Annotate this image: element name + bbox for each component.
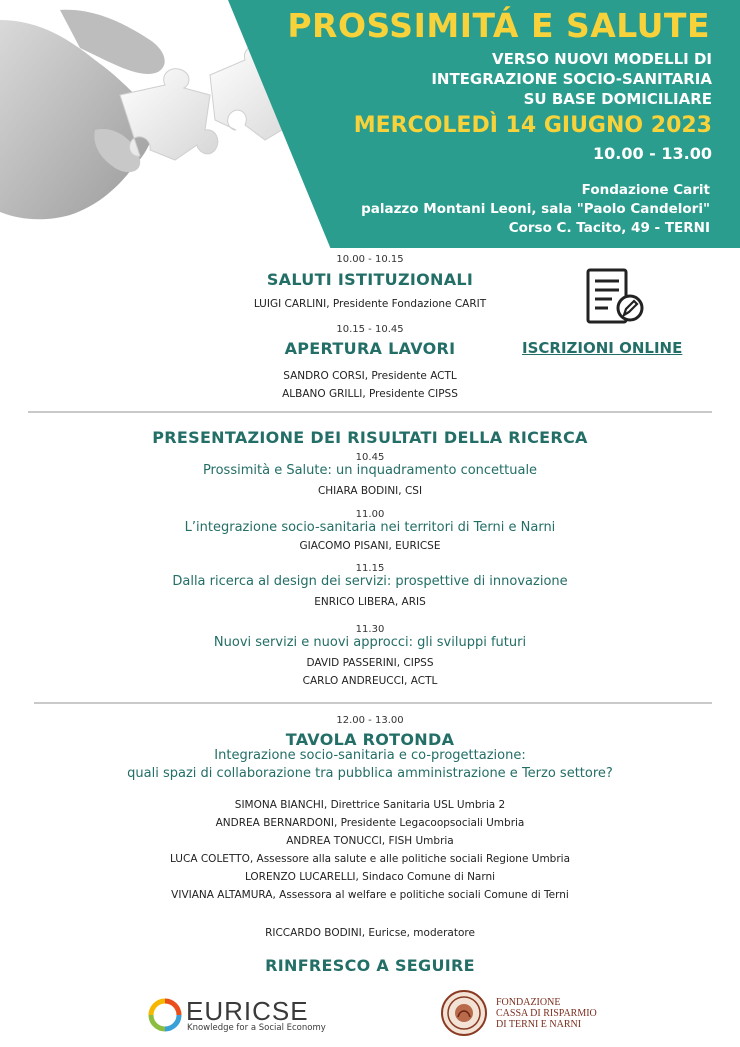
speaker-corsi: SANDRO CORSI, Presidente ACTL <box>283 370 457 382</box>
speaker-andreucci: CARLO ANDREUCCI, ACTL <box>302 675 438 687</box>
section-tavola-rotonda: TAVOLA ROTONDA <box>285 730 455 749</box>
roundtable-time: 12.00 - 13.00 <box>336 715 404 726</box>
speaker-bernardoni: ANDREA BERNARDONI, Presidente Legacoopsociali Umbria <box>215 817 525 829</box>
closing-refreshment: RINFRESCO A SEGUIRE <box>265 956 475 975</box>
fondazione-carit-logo <box>440 989 620 1039</box>
event-subtitle-line-1: VERSO NUOVI MODELLI DI <box>491 50 712 68</box>
euricse-wordmark: EURICSE <box>186 996 309 1026</box>
speaker-pisani: GIACOMO PISANI, EURICSE <box>299 540 441 552</box>
document-edit-icon[interactable] <box>582 266 648 328</box>
section-research-results: PRESENTAZIONE DEI RISULTATI DELLA RICERCA <box>152 428 588 447</box>
venue-address: Corso C. Tacito, 49 - TERNI <box>508 220 710 236</box>
speaker-carlini: LUIGI CARLINI, Presidente Fondazione CARIT <box>253 298 487 310</box>
roundtable-subtitle-line-1: Integrazione socio-sanitaria e co-progettazione: <box>214 748 526 763</box>
speaker-bianchi: SIMONA BIANCHI, Direttrice Sanitaria USL Umbria 2 <box>234 799 506 811</box>
euricse-tagline: Knowledge for a Social Economy <box>187 1023 326 1033</box>
euricse-logo <box>148 996 328 1036</box>
carit-name <box>496 997 597 1030</box>
talk-title-4: Nuovi servizi e nuovi approcci: gli sviluppi futuri <box>213 635 527 650</box>
talk-title-3: Dalla ricerca al design dei servizi: prospettive di innovazione <box>172 574 568 589</box>
event-date: MERCOLEDÌ 14 GIUGNO 2023 <box>353 113 712 138</box>
speaker-grilli: ALBANO GRILLI, Presidente CIPSS <box>282 388 458 400</box>
section-saluti-istituzionali: SALUTI ISTITUZIONALI <box>266 270 474 289</box>
moderator: RICCARDO BODINI, Euricse, moderatore <box>265 927 475 939</box>
event-subtitle-line-3: SU BASE DOMICILIARE <box>523 90 712 108</box>
event-time: 10.00 - 13.00 <box>593 144 712 163</box>
talk-time-2: 11.00 <box>355 509 385 520</box>
talk-time-1: 10.45 <box>355 452 385 463</box>
speaker-tonucci: ANDREA TONUCCI, FISH Umbria <box>286 835 454 847</box>
speaker-lucarelli: LORENZO LUCARELLI, Sindaco Comune di Narni <box>244 871 496 883</box>
talk-time-3: 11.15 <box>355 563 385 574</box>
talk-title-2: L’integrazione socio-sanitaria nei territori di Terni e Narni <box>184 520 556 535</box>
divider-2 <box>34 702 712 704</box>
venue-room: palazzo Montani Leoni, sala "Paolo Candelori" <box>361 201 710 217</box>
speaker-passerini: DAVID PASSERINI, CIPSS <box>306 657 434 669</box>
venue-name: Fondazione Carit <box>581 182 710 198</box>
opening-time-2: 10.15 - 10.45 <box>336 324 404 335</box>
talk-time-4: 11.30 <box>355 624 385 635</box>
speaker-libera: ENRICO LIBERA, ARIS <box>314 596 426 608</box>
carit-line-1: FONDAZIONE <box>496 997 561 1008</box>
speaker-altamura: VIVIANA ALTAMURA, Assessora al welfare e politiche sociali Comune di Terni <box>171 889 569 901</box>
carit-seal-icon <box>440 989 488 1037</box>
section-apertura-lavori: APERTURA LAVORI <box>284 339 456 358</box>
talk-title-1: Prossimità e Salute: un inquadramento concettuale <box>202 463 538 478</box>
divider-1 <box>28 411 712 413</box>
euricse-ring-icon <box>148 998 182 1032</box>
roundtable-subtitle-line-2: quali spazi di collaborazione tra pubblica amministrazione e Terzo settore? <box>127 766 613 781</box>
speaker-bodini-c: CHIARA BODINI, CSI <box>317 485 423 497</box>
speaker-coletto: LUCA COLETTO, Assessore alla salute e alle politiche sociali Regione Umbria <box>169 853 571 865</box>
event-subtitle-line-2: INTEGRAZIONE SOCIO-SANITARIA <box>431 70 712 88</box>
registration-link[interactable]: ISCRIZIONI ONLINE <box>522 339 683 357</box>
carit-line-2: CASSA DI RISPARMIO <box>496 1008 597 1019</box>
opening-time-1: 10.00 - 10.15 <box>336 254 404 265</box>
header-banner <box>0 0 740 262</box>
event-title: PROSSIMITÁ E SALUTE <box>287 6 710 45</box>
carit-line-3: DI TERNI E NARNI <box>496 1019 582 1030</box>
